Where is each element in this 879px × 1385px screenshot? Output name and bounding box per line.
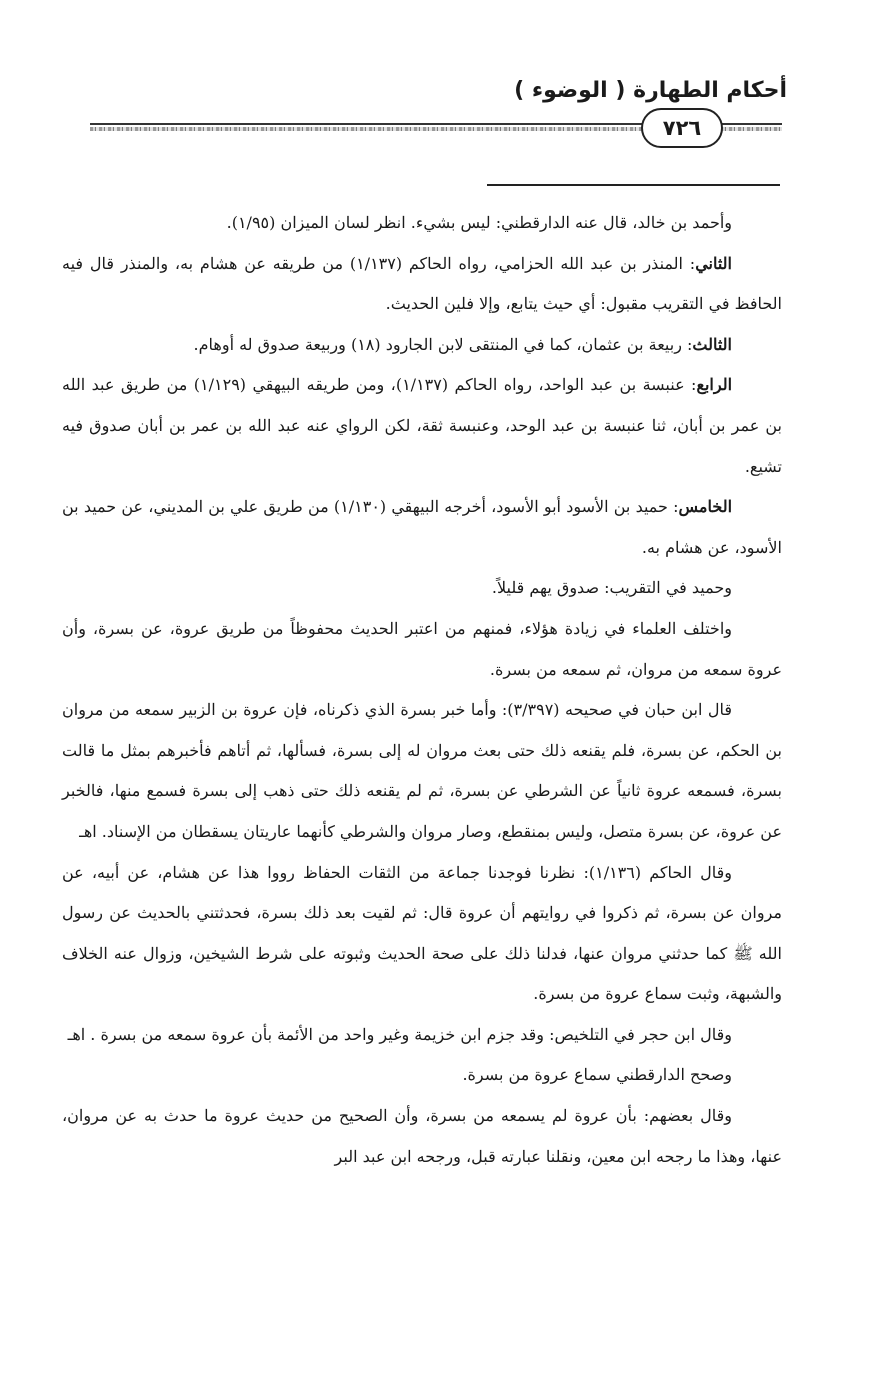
footnote-separator	[487, 184, 780, 186]
paragraph-label: الخامس	[678, 497, 733, 517]
paragraph	[62, 690, 782, 852]
paragraph-text: وقال بعضهم: بأن عروة لم يسمعه من بسرة، وأن الصحيح من حديث عروة ما حدث به عن مروان، عنها، وهذا ما رجحه ابن معين، ونقلنا عبارته قبل، ورجحه ابن عبد البر	[62, 1106, 782, 1166]
paragraph-text: : ربيعة بن عثمان، كما في المنتقى لابن الجارود (١٨) وربيعة صدوق له أوهام.	[193, 334, 693, 354]
paragraph-text: قال ابن حبان في صحيحه (٣/٣٩٧): وأما خبر بسرة الذي ذكرناه، فإن عروة بن الزبير سمعه من مروان بن الحكم، عن بسرة، فلم يقنعه ذلك حتى بعث مروان له إلى بسرة، فسألها، ثم أتاهم فأخبرهم بمثل ما قالت بسرة، فسمعه عروة ثانياً عن الشرطي عن بسرة، ثم لم يقنعه ذلك حتى ذهب إلى بسرة فسمع منها، فالخبر عن عروة، عن بسرة متصل، وليس بمنقطع، وصار مروان والشرطي كأنهما عاريتان يسقطان من الإسناد. اهـ	[62, 700, 782, 841]
running-header-title: أحكام الطهارة ( الوضوء )	[514, 78, 787, 103]
paragraph	[62, 1015, 782, 1056]
paragraph-text: وقال ابن حجر في التلخيص: وقد جزم ابن خزيمة وغير واحد من الأئمة بأن عروة سمعه من بسرة . اهـ	[67, 1024, 732, 1044]
paragraph	[62, 853, 782, 1015]
paragraph-text: وحميد في التقريب: صدوق يهم قليلاً.	[491, 578, 732, 598]
paragraph-text: وقال الحاكم (١/١٣٦): نظرنا فوجدنا جماعة من الثقات الحفاظ رووا هذا عن هشام، عن أبيه، عن مروان عن بسرة، ثم ذكروا في روايتهم أن عروة قال: ثم لقيت بعد ذلك بسرة، فحدثتني بالحديث عن رسول الله ﷺ كما حدثني مروان عنها، فدلنا ذلك على صحة الحديث وثبوته على شرط الشيخين، وزوال عنه الخلاف والشبهة، وثبت سماع عروة من بسرة.	[62, 862, 782, 1004]
body-text	[62, 203, 782, 1177]
paragraph	[62, 1096, 782, 1177]
paragraph-text: : عنبسة بن عبد الواحد، رواه الحاكم (١/١٣٧)، ومن طريقه البيهقي (١/١٢٩) من طريق عبد الله بن عمر بن أبان، ثنا عنبسة بن عبد الوحد، وعنبسة ثقة، لكن الرواي عنه عبد الله بن عمر بن أبان صدوق فيه تشيع.	[62, 375, 783, 476]
paragraph-text: وصحح الدارقطني سماع عروة من بسرة.	[462, 1065, 732, 1085]
paragraph	[62, 1055, 782, 1096]
paragraph	[62, 244, 782, 325]
paragraph-text: : حميد بن الأسود أبو الأسود، أخرجه البيهقي (١/١٣٠) من طريق علي بن المديني، عن حميد بن الأسود، عن هشام به.	[62, 497, 782, 557]
paragraph	[62, 568, 782, 609]
paragraph-label: الثاني	[695, 253, 732, 273]
paragraph-text: وأحمد بن خالد، قال عنه الدارقطني: ليس بشيء. انظر لسان الميزان (١/٩٥).	[226, 213, 732, 232]
paragraph	[62, 609, 782, 690]
paragraph	[62, 325, 782, 366]
paragraph	[62, 487, 782, 568]
page-number-badge	[641, 108, 723, 148]
paragraph	[62, 203, 782, 244]
paragraph-label: الثالث	[692, 334, 732, 354]
paragraph	[62, 365, 782, 487]
paragraph-text: واختلف العلماء في زيادة هؤلاء، فمنهم من اعتبر الحديث محفوظاً من طريق عروة، عن بسرة، وأن عروة سمعه من مروان، ثم سمعه من بسرة.	[62, 618, 782, 679]
page-number: ٧٢٦	[662, 116, 702, 140]
paragraph-text: : المنذر بن عبد الله الحزامي، رواه الحاكم (١/١٣٧) من طريقه عن هشام به، والمنذر قال فيه الحافظ في التقريب مقبول: أي حيث يتابع، وإلا فلين الحديث.	[62, 253, 782, 314]
paragraph-label: الرابع	[696, 375, 733, 395]
